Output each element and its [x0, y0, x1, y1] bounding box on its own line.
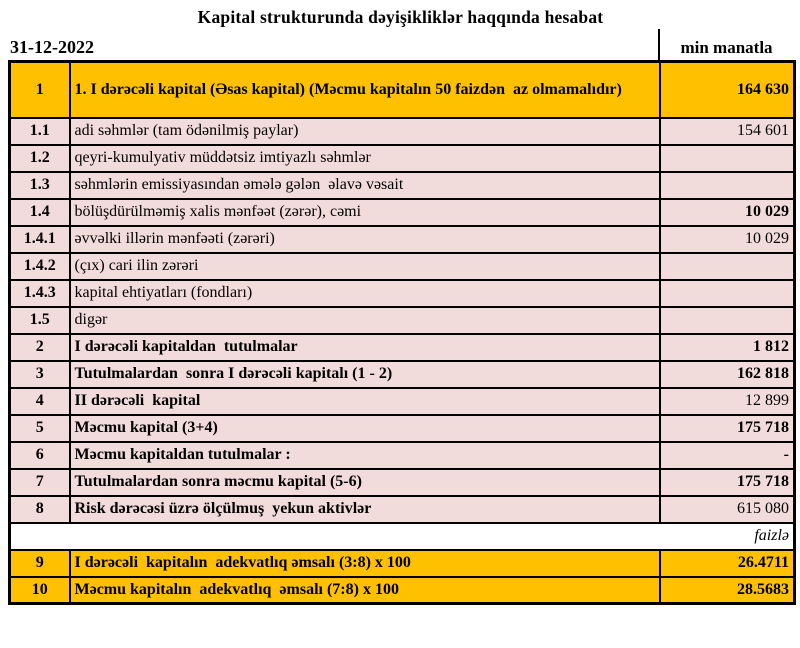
row-value: - [660, 442, 795, 469]
row-number: 5 [10, 415, 70, 442]
page-title: Kapital strukturunda dəyişikliklər haqqında hesabat [197, 7, 604, 27]
row-value [660, 307, 795, 334]
row-number: 9 [10, 550, 70, 577]
table-row [10, 550, 795, 577]
row-value: 1 812 [660, 334, 795, 361]
unit-note-label: faizlə [10, 523, 795, 550]
row-number: 1.4 [10, 199, 70, 226]
table-row [10, 62, 795, 118]
row-value: 175 718 [660, 469, 795, 496]
table-row [10, 145, 795, 172]
table-row [10, 172, 795, 199]
row-number: 7 [10, 469, 70, 496]
row-label: Tutulmalardan sonra məcmu kapital (5-6) [70, 469, 660, 496]
row-label: səhmlərin emissiyasından əmələ gələn əlavə vəsait [70, 172, 660, 199]
row-value: 154 601 [660, 118, 795, 145]
row-label: I dərəcəli kapitaldan tutulmalar [70, 334, 660, 361]
row-number: 3 [10, 361, 70, 388]
table-row [10, 280, 795, 307]
row-label: Məcmu kapitaldan tutulmalar : [70, 442, 660, 469]
table-row [10, 118, 795, 145]
row-number: 1 [10, 62, 70, 118]
row-label: II dərəcəli kapital [70, 388, 660, 415]
row-label: Risk dərəcəsi üzrə ölçülmuş yekun aktivlər [70, 496, 660, 523]
table-row [10, 307, 795, 334]
row-label: Məcmu kapitalın adekvatlıq əmsalı (7:8) x 100 [70, 577, 660, 604]
row-value: 28.5683 [660, 577, 795, 604]
row-number: 1.2 [10, 145, 70, 172]
row-number: 1.4.1 [10, 226, 70, 253]
table-row [10, 415, 795, 442]
row-number: 1.3 [10, 172, 70, 199]
table-row [10, 334, 795, 361]
row-label: bölüşdürülməmiş xalis mənfəət (zərər), cəmi [70, 199, 660, 226]
row-label: qeyri-kumulyativ müddətsiz imtiyazlı səhmlər [70, 145, 660, 172]
row-value: 10 029 [660, 199, 795, 226]
capital-table-body [10, 62, 795, 604]
row-label: (çıx) cari ilin zərəri [70, 253, 660, 280]
row-number: 1.4.2 [10, 253, 70, 280]
table-row [10, 496, 795, 523]
table-row [10, 253, 795, 280]
table-row [10, 361, 795, 388]
row-value [660, 280, 795, 307]
table-header-strip [8, 29, 793, 60]
row-value [660, 145, 795, 172]
table-row [10, 442, 795, 469]
table-row [10, 199, 795, 226]
row-label: I dərəcəli kapitalın adekvatlıq əmsalı (3:8) x 100 [70, 550, 660, 577]
row-number: 1.4.3 [10, 280, 70, 307]
row-label: 1. I dərəcəli kapital (Əsas kapital) (Məcmu kapitalın 50 faizdən az olmamalıdır) [70, 62, 660, 118]
row-value: 162 818 [660, 361, 795, 388]
row-value: 164 630 [660, 62, 795, 118]
row-value: 26.4711 [660, 550, 795, 577]
row-value [660, 172, 795, 199]
row-number: 1.1 [10, 118, 70, 145]
row-label: əvvəlki illərin mənfəəti (zərəri) [70, 226, 660, 253]
row-value [660, 253, 795, 280]
row-label: Tutulmalardan sonra I dərəcəli kapitalı (1 - 2) [70, 361, 660, 388]
row-number: 6 [10, 442, 70, 469]
capital-structure-table [8, 60, 796, 605]
table-row [10, 226, 795, 253]
row-number: 2 [10, 334, 70, 361]
row-number: 1.5 [10, 307, 70, 334]
row-label: kapital ehtiyatları (fondları) [70, 280, 660, 307]
row-value: 615 080 [660, 496, 795, 523]
row-value: 12 899 [660, 388, 795, 415]
row-number: 10 [10, 577, 70, 604]
unit-note-row [10, 523, 795, 550]
row-label: Məcmu kapital (3+4) [70, 415, 660, 442]
unit-label: min manatla [658, 29, 793, 60]
table-row [10, 469, 795, 496]
row-number: 8 [10, 496, 70, 523]
row-label: adi səhmlər (tam ödənilmiş paylar) [70, 118, 660, 145]
table-row [10, 388, 795, 415]
row-label: digər [70, 307, 660, 334]
row-number: 4 [10, 388, 70, 415]
row-value: 175 718 [660, 415, 795, 442]
table-row [10, 577, 795, 604]
row-value: 10 029 [660, 226, 795, 253]
report-date: 31-12-2022 [10, 37, 94, 57]
